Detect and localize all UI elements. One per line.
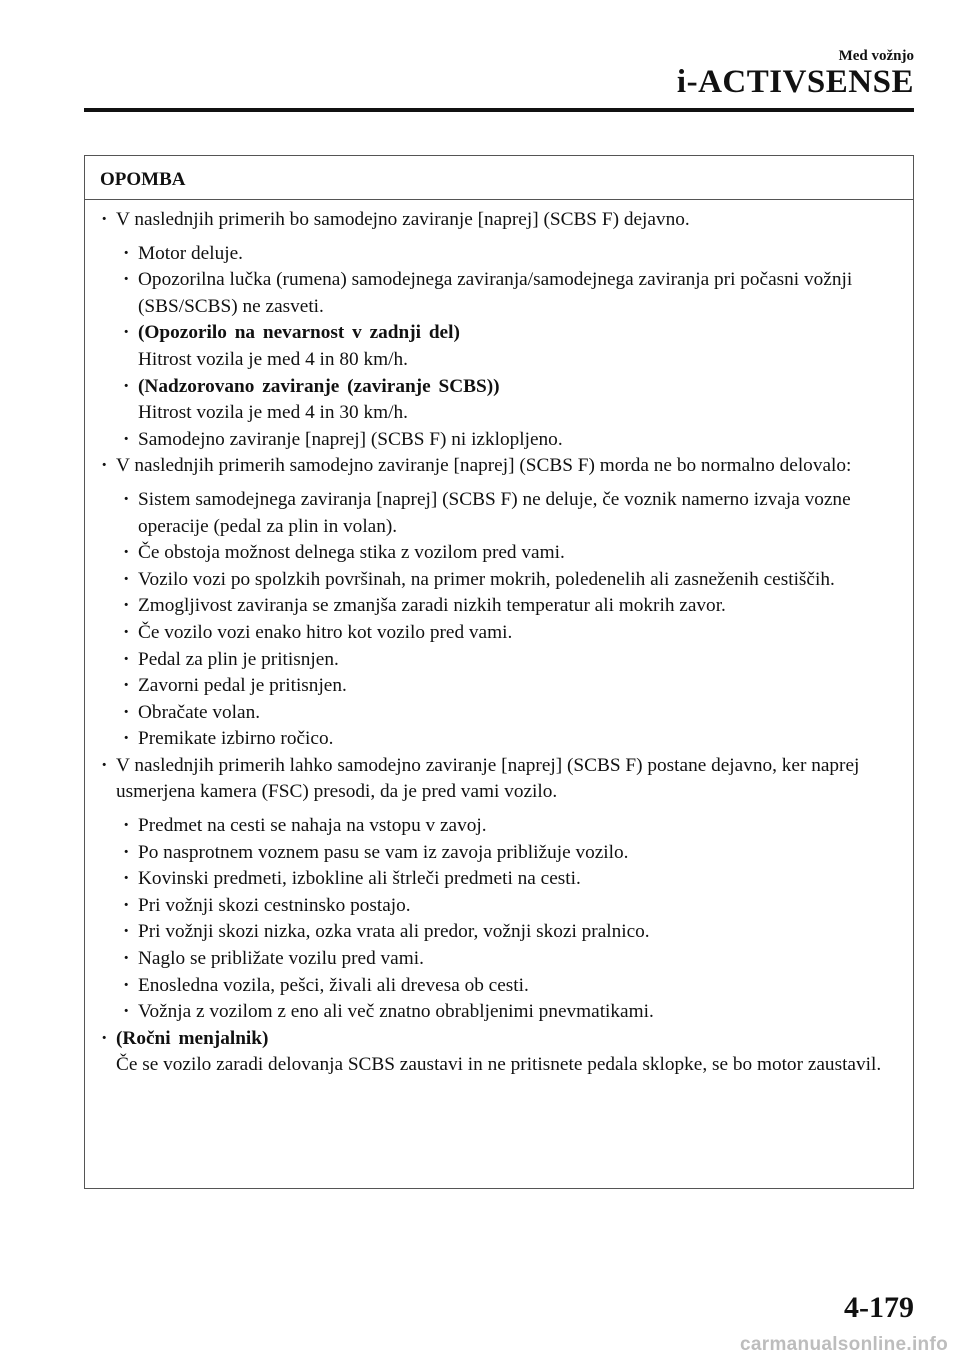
sub-list bbox=[100, 806, 901, 1026]
sub-bullet-item: · Motor deluje. bbox=[100, 241, 901, 268]
sub-bullet-text: Hitrost vozila je med 4 in 80 km/h. bbox=[138, 348, 408, 370]
sub-bullet-item: · Vozilo vozi po spolzkih površinah, na primer mokrih, poledenelih ali zasneženih cestiščih. bbox=[100, 567, 901, 594]
sub-bullet-item: · Vožnja z vozilom z eno ali več znatno obrabljenimi pnevmatikami. bbox=[100, 999, 901, 1026]
sub-bullet-item: · Po nasprotnem voznem pasu se vam iz zavoja približuje vozilo. bbox=[100, 840, 901, 867]
sub-bullet-item: · Samodejno zaviranje [naprej] (SCBS F) ni izklopljeno. bbox=[100, 427, 901, 454]
running-header-title: i-ACTIVSENSE bbox=[676, 64, 914, 100]
note-body bbox=[85, 200, 913, 1079]
sub-bullet-item: · Če obstoja možnost delnega stika z vozilom pred vami. bbox=[100, 540, 901, 567]
sub-bullet-item: · Opozorilna lučka (rumena) samodejnega zaviranja/samodejnega zaviranja pri počasni vožnji (SBS/SCBS) ne zasveti. bbox=[100, 267, 901, 320]
sub-bullet-text: Hitrost vozila je med 4 in 30 km/h. bbox=[138, 402, 408, 424]
bullet-heading: · (Ročni menjalnik) bbox=[116, 1027, 269, 1049]
bullet-item: · V naslednjih primerih lahko samodejno zaviranje [naprej] (SCBS F) postane dejavno, ker naprej usmerjena kamera (FSC) presodi, da je pred vami vozilo. bbox=[100, 753, 901, 806]
note-heading: OPOMBA bbox=[85, 156, 913, 200]
header-rule bbox=[84, 108, 914, 112]
sub-bullet-item: · Obračate volan. bbox=[100, 700, 901, 727]
sub-bullet-item: · Če vozilo vozi enako hitro kot vozilo pred vami. bbox=[100, 620, 901, 647]
note-box bbox=[84, 155, 914, 1189]
page-number: 4-179 bbox=[844, 1291, 914, 1324]
sub-bullet-heading: · (Nadzorovano zaviranje (zaviranje SCBS)) bbox=[138, 375, 500, 397]
sub-bullet-item: · Pri vožnji skozi cestninsko postajo. bbox=[100, 893, 901, 920]
sub-list bbox=[100, 234, 901, 454]
sub-bullet-item bbox=[100, 320, 901, 373]
sub-bullet-item: · Pedal za plin je pritisnjen. bbox=[100, 647, 901, 674]
sub-list bbox=[100, 480, 901, 753]
running-header-section: Med vožnjo bbox=[838, 48, 914, 64]
bullet-item: · V naslednjih primerih bo samodejno zaviranje [naprej] (SCBS F) dejavno. bbox=[100, 207, 901, 234]
sub-bullet-heading: · (Opozorilo na nevarnost v zadnji del) bbox=[138, 322, 460, 344]
sub-bullet-item: · Enosledna vozila, pešci, živali ali drevesa ob cesti. bbox=[100, 973, 901, 1000]
sub-bullet-item: · Premikate izbirno ročico. bbox=[100, 726, 901, 753]
watermark: carmanualsonline.info bbox=[740, 1334, 948, 1355]
sub-bullet-item: · Zmogljivost zaviranja se zmanjša zaradi nizkih temperatur ali mokrih zavor. bbox=[100, 593, 901, 620]
sub-bullet-item: · Predmet na cesti se nahaja na vstopu v zavoj. bbox=[100, 813, 901, 840]
sub-bullet-item: · Sistem samodejnega zaviranja [naprej] (SCBS F) ne deluje, če voznik namerno izvaja vozne operacije (pedal za plin in volan). bbox=[100, 487, 901, 540]
bullet-item bbox=[100, 1026, 901, 1079]
bullet-item: · V naslednjih primerih samodejno zaviranje [naprej] (SCBS F) morda ne bo normalno delovalo: bbox=[100, 453, 901, 480]
sub-bullet-item: · Zavorni pedal je pritisnjen. bbox=[100, 673, 901, 700]
bullet-text: Če se vozilo zaradi delovanja SCBS zaustavi in ne pritisnete pedala sklopke, se bo motor zaustavil. bbox=[116, 1054, 882, 1076]
sub-bullet-item: · Pri vožnji skozi nizka, ozka vrata ali predor, vožnji skozi pralnico. bbox=[100, 919, 901, 946]
sub-bullet-item: · Naglo se približate vozilu pred vami. bbox=[100, 946, 901, 973]
sub-bullet-item bbox=[100, 374, 901, 427]
sub-bullet-item: · Kovinski predmeti, izbokline ali štrleči predmeti na cesti. bbox=[100, 866, 901, 893]
